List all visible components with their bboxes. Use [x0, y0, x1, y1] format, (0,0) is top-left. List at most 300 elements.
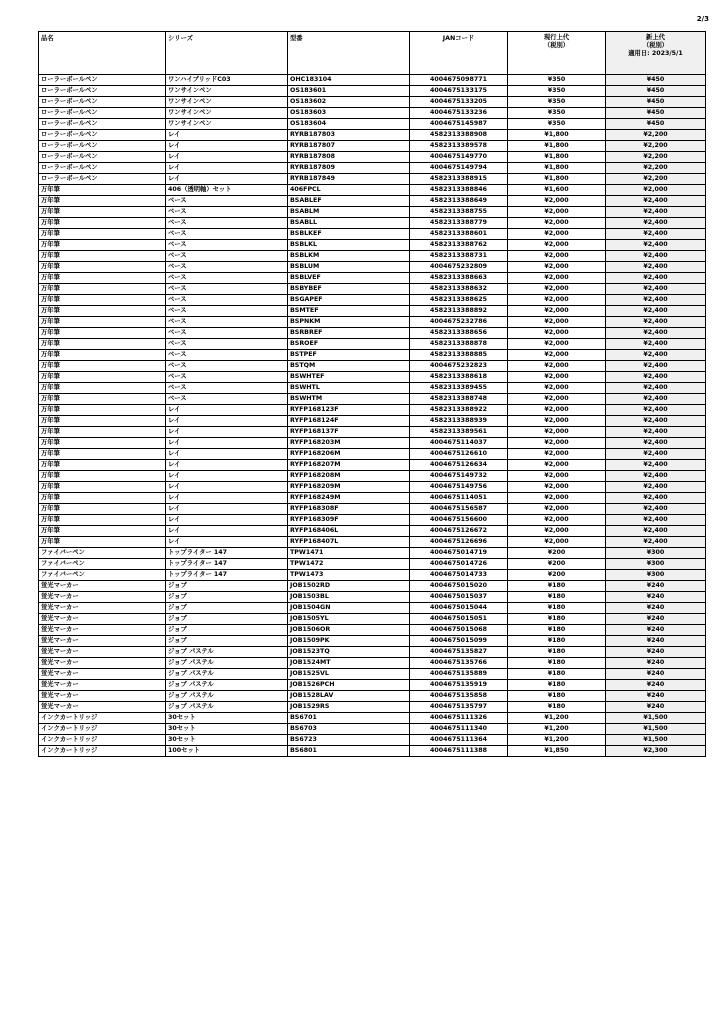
cell-current-price: ¥2,000: [508, 471, 606, 482]
cell-model: RYFP168249M: [288, 493, 410, 504]
cell-series: ベース: [166, 350, 288, 361]
page-number: 2/3: [696, 15, 709, 23]
cell-new-price: ¥2,400: [606, 262, 706, 273]
cell-product: 蛍光マーカー: [39, 592, 166, 603]
cell-product: 万年筆: [39, 460, 166, 471]
cell-new-price: ¥240: [606, 669, 706, 680]
table-body: [39, 75, 706, 757]
cell-series: 100セット: [166, 746, 288, 757]
cell-jan: 4582313388601: [410, 229, 508, 240]
cell-model: OS183603: [288, 108, 410, 119]
table-row: [39, 548, 706, 559]
cell-jan: 4004675015099: [410, 636, 508, 647]
table-row: [39, 405, 706, 416]
cell-model: BSGAPEF: [288, 295, 410, 306]
cell-series: レイ: [166, 141, 288, 152]
cell-product: 蛍光マーカー: [39, 581, 166, 592]
cell-new-price: ¥2,400: [606, 405, 706, 416]
cell-jan: 4004675156587: [410, 504, 508, 515]
cell-model: BSBLKEF: [288, 229, 410, 240]
cell-current-price: ¥2,000: [508, 526, 606, 537]
cell-product: ファイバーペン: [39, 570, 166, 581]
cell-model: OS183601: [288, 86, 410, 97]
table-row: [39, 75, 706, 86]
cell-jan: 4582313389455: [410, 383, 508, 394]
cell-product: 万年筆: [39, 504, 166, 515]
cell-current-price: ¥180: [508, 592, 606, 603]
cell-product: 万年筆: [39, 405, 166, 416]
cell-jan: 4004675098771: [410, 75, 508, 86]
cell-series: レイ: [166, 515, 288, 526]
cell-new-price: ¥2,400: [606, 383, 706, 394]
cell-new-price: ¥2,400: [606, 350, 706, 361]
table-row: [39, 702, 706, 713]
cell-current-price: ¥2,000: [508, 372, 606, 383]
cell-product: ローラーボールペン: [39, 141, 166, 152]
cell-jan: 4004675114037: [410, 438, 508, 449]
cell-model: JOB1509PK: [288, 636, 410, 647]
cell-series: レイ: [166, 526, 288, 537]
cell-current-price: ¥180: [508, 669, 606, 680]
header-current-price-line1: 現行上代: [543, 34, 570, 41]
cell-current-price: ¥180: [508, 603, 606, 614]
table-row: [39, 724, 706, 735]
cell-current-price: ¥2,000: [508, 262, 606, 273]
cell-product: 蛍光マーカー: [39, 614, 166, 625]
cell-model: BSRBREF: [288, 328, 410, 339]
cell-current-price: ¥200: [508, 548, 606, 559]
table-row: [39, 218, 706, 229]
cell-new-price: ¥2,200: [606, 174, 706, 185]
cell-product: 万年筆: [39, 493, 166, 504]
cell-model: OS183604: [288, 119, 410, 130]
table-row: [39, 152, 706, 163]
cell-model: RYFP168137F: [288, 427, 410, 438]
cell-jan: 4004675111340: [410, 724, 508, 735]
cell-current-price: ¥350: [508, 119, 606, 130]
cell-product: 万年筆: [39, 240, 166, 251]
cell-product: 万年筆: [39, 482, 166, 493]
cell-product: 万年筆: [39, 251, 166, 262]
cell-current-price: ¥2,000: [508, 350, 606, 361]
table-row: [39, 449, 706, 460]
cell-series: レイ: [166, 152, 288, 163]
table-row: [39, 735, 706, 746]
cell-series: ベース: [166, 306, 288, 317]
cell-current-price: ¥2,000: [508, 240, 606, 251]
table-row: [39, 185, 706, 196]
cell-current-price: ¥1,800: [508, 174, 606, 185]
table-row: [39, 339, 706, 350]
cell-series: ジョブ パステル: [166, 669, 288, 680]
cell-new-price: ¥2,400: [606, 251, 706, 262]
cell-product: 万年筆: [39, 515, 166, 526]
cell-new-price: ¥2,400: [606, 427, 706, 438]
table-row: [39, 471, 706, 482]
cell-current-price: ¥1,850: [508, 746, 606, 757]
cell-product: インクカートリッジ: [39, 735, 166, 746]
cell-series: ベース: [166, 394, 288, 405]
cell-new-price: ¥240: [606, 691, 706, 702]
cell-model: BSROEF: [288, 339, 410, 350]
cell-current-price: ¥180: [508, 658, 606, 669]
table-row: [39, 295, 706, 306]
table-row: [39, 350, 706, 361]
cell-model: RYFP168407L: [288, 537, 410, 548]
cell-current-price: ¥1,200: [508, 724, 606, 735]
cell-current-price: ¥2,000: [508, 460, 606, 471]
cell-model: BSBLKM: [288, 251, 410, 262]
cell-series: レイ: [166, 438, 288, 449]
cell-new-price: ¥2,400: [606, 207, 706, 218]
table-row: [39, 559, 706, 570]
cell-series: トップライター 147: [166, 570, 288, 581]
cell-new-price: ¥2,400: [606, 284, 706, 295]
cell-current-price: ¥2,000: [508, 515, 606, 526]
cell-current-price: ¥180: [508, 614, 606, 625]
cell-current-price: ¥2,000: [508, 383, 606, 394]
cell-jan: 4004675126672: [410, 526, 508, 537]
cell-new-price: ¥240: [606, 614, 706, 625]
cell-new-price: ¥2,400: [606, 460, 706, 471]
cell-new-price: ¥2,400: [606, 438, 706, 449]
table-row: [39, 383, 706, 394]
cell-new-price: ¥240: [606, 680, 706, 691]
cell-series: レイ: [166, 163, 288, 174]
cell-new-price: ¥240: [606, 603, 706, 614]
header-new-price-line1: 新上代: [646, 34, 665, 41]
cell-current-price: ¥180: [508, 702, 606, 713]
cell-product: ローラーボールペン: [39, 119, 166, 130]
cell-current-price: ¥2,000: [508, 284, 606, 295]
price-table: [38, 31, 706, 757]
cell-product: 蛍光マーカー: [39, 691, 166, 702]
cell-model: JOB1506OR: [288, 625, 410, 636]
cell-current-price: ¥2,000: [508, 339, 606, 350]
header-model: 型番: [288, 32, 410, 75]
cell-model: BSABLL: [288, 218, 410, 229]
cell-current-price: ¥2,000: [508, 317, 606, 328]
table-row: [39, 581, 706, 592]
table-row: [39, 372, 706, 383]
cell-product: ファイバーペン: [39, 559, 166, 570]
cell-current-price: ¥2,000: [508, 493, 606, 504]
table-row: [39, 515, 706, 526]
cell-jan: 4004675111326: [410, 713, 508, 724]
cell-new-price: ¥2,400: [606, 537, 706, 548]
cell-model: 406FPCL: [288, 185, 410, 196]
cell-new-price: ¥2,400: [606, 471, 706, 482]
table-row: [39, 163, 706, 174]
table-row: [39, 174, 706, 185]
cell-new-price: ¥2,400: [606, 218, 706, 229]
cell-model: RYFP168208M: [288, 471, 410, 482]
cell-model: BSTQM: [288, 361, 410, 372]
cell-series: ジョブ: [166, 603, 288, 614]
cell-model: BSBLKL: [288, 240, 410, 251]
cell-series: ジョブ: [166, 614, 288, 625]
header-new-price-line3: 適用日: 2023/5/1: [628, 50, 683, 57]
cell-product: 万年筆: [39, 372, 166, 383]
cell-jan: 4582313388908: [410, 130, 508, 141]
cell-new-price: ¥2,400: [606, 416, 706, 427]
cell-new-price: ¥2,200: [606, 152, 706, 163]
cell-current-price: ¥200: [508, 559, 606, 570]
cell-new-price: ¥450: [606, 75, 706, 86]
cell-jan: 4582313388663: [410, 273, 508, 284]
cell-new-price: ¥2,400: [606, 515, 706, 526]
cell-current-price: ¥2,000: [508, 449, 606, 460]
table-row: [39, 108, 706, 119]
table-row: [39, 746, 706, 757]
cell-product: ローラーボールペン: [39, 75, 166, 86]
cell-series: レイ: [166, 174, 288, 185]
cell-product: 万年筆: [39, 317, 166, 328]
table-row: [39, 273, 706, 284]
cell-product: 万年筆: [39, 416, 166, 427]
cell-series: ジョブ パステル: [166, 691, 288, 702]
table-row: [39, 130, 706, 141]
cell-product: 蛍光マーカー: [39, 669, 166, 680]
cell-new-price: ¥2,400: [606, 372, 706, 383]
cell-series: ワンサインペン: [166, 108, 288, 119]
table-row: [39, 647, 706, 658]
cell-current-price: ¥350: [508, 108, 606, 119]
cell-current-price: ¥1,800: [508, 141, 606, 152]
cell-series: ジョブ: [166, 581, 288, 592]
cell-product: 万年筆: [39, 361, 166, 372]
cell-jan: 4004675149732: [410, 471, 508, 482]
cell-jan: 4582313388755: [410, 207, 508, 218]
cell-model: TPW1473: [288, 570, 410, 581]
cell-current-price: ¥2,000: [508, 482, 606, 493]
cell-product: 万年筆: [39, 383, 166, 394]
cell-model: JOB1503BL: [288, 592, 410, 603]
cell-current-price: ¥1,800: [508, 163, 606, 174]
cell-new-price: ¥2,400: [606, 328, 706, 339]
table-row: [39, 438, 706, 449]
cell-model: RYFP168209M: [288, 482, 410, 493]
cell-current-price: ¥1,200: [508, 713, 606, 724]
cell-model: JOB1526PCH: [288, 680, 410, 691]
cell-model: BSPNKM: [288, 317, 410, 328]
table-row: [39, 460, 706, 471]
cell-series: レイ: [166, 130, 288, 141]
cell-jan: 4582313388762: [410, 240, 508, 251]
cell-series: ベース: [166, 218, 288, 229]
cell-model: JOB1523TQ: [288, 647, 410, 658]
cell-current-price: ¥2,000: [508, 295, 606, 306]
cell-new-price: ¥2,400: [606, 306, 706, 317]
cell-product: 蛍光マーカー: [39, 636, 166, 647]
cell-jan: 4582313388915: [410, 174, 508, 185]
cell-current-price: ¥2,000: [508, 218, 606, 229]
table-row: [39, 119, 706, 130]
table-row: [39, 669, 706, 680]
cell-product: 万年筆: [39, 229, 166, 240]
cell-jan: 4004675149770: [410, 152, 508, 163]
header-jan: JANコード: [410, 32, 508, 75]
cell-product: 万年筆: [39, 526, 166, 537]
cell-product: 万年筆: [39, 328, 166, 339]
cell-jan: 4004675135919: [410, 680, 508, 691]
cell-product: 蛍光マーカー: [39, 603, 166, 614]
table-row: [39, 526, 706, 537]
cell-model: BSWHTL: [288, 383, 410, 394]
cell-jan: 4004675114051: [410, 493, 508, 504]
cell-product: インクカートリッジ: [39, 746, 166, 757]
cell-series: ジョブ パステル: [166, 702, 288, 713]
cell-jan: 4582313388748: [410, 394, 508, 405]
cell-product: 蛍光マーカー: [39, 647, 166, 658]
cell-new-price: ¥2,400: [606, 449, 706, 460]
cell-new-price: ¥2,400: [606, 526, 706, 537]
cell-jan: 4004675156600: [410, 515, 508, 526]
cell-new-price: ¥450: [606, 108, 706, 119]
cell-new-price: ¥240: [606, 625, 706, 636]
cell-series: ワンサインペン: [166, 86, 288, 97]
cell-new-price: ¥1,500: [606, 724, 706, 735]
cell-model: RYFP168207M: [288, 460, 410, 471]
cell-model: JOB1504GN: [288, 603, 410, 614]
cell-product: 万年筆: [39, 394, 166, 405]
cell-series: 30セット: [166, 713, 288, 724]
cell-new-price: ¥2,300: [606, 746, 706, 757]
cell-product: 万年筆: [39, 350, 166, 361]
cell-jan: 4004675135858: [410, 691, 508, 702]
cell-current-price: ¥2,000: [508, 196, 606, 207]
cell-product: 蛍光マーカー: [39, 625, 166, 636]
cell-product: ローラーボールペン: [39, 174, 166, 185]
cell-model: BS6703: [288, 724, 410, 735]
cell-model: RYRB187849: [288, 174, 410, 185]
cell-model: BS6701: [288, 713, 410, 724]
cell-new-price: ¥2,400: [606, 361, 706, 372]
cell-new-price: ¥240: [606, 636, 706, 647]
cell-new-price: ¥2,000: [606, 185, 706, 196]
cell-product: ローラーボールペン: [39, 108, 166, 119]
cell-jan: 4004675232786: [410, 317, 508, 328]
cell-jan: 4004675111388: [410, 746, 508, 757]
cell-new-price: ¥240: [606, 581, 706, 592]
cell-jan: 4004675126610: [410, 449, 508, 460]
cell-series: ジョブ パステル: [166, 680, 288, 691]
table-header-row: [39, 32, 706, 75]
cell-product: ローラーボールペン: [39, 130, 166, 141]
cell-new-price: ¥240: [606, 658, 706, 669]
cell-product: 万年筆: [39, 339, 166, 350]
cell-new-price: ¥450: [606, 97, 706, 108]
cell-series: トップライター 147: [166, 559, 288, 570]
cell-new-price: ¥300: [606, 548, 706, 559]
cell-model: RYRB187808: [288, 152, 410, 163]
cell-current-price: ¥350: [508, 97, 606, 108]
cell-series: ジョブ: [166, 592, 288, 603]
cell-jan: 4004675135797: [410, 702, 508, 713]
cell-series: ワンサインペン: [166, 97, 288, 108]
cell-model: JOB1524MT: [288, 658, 410, 669]
cell-current-price: ¥2,000: [508, 306, 606, 317]
cell-new-price: ¥240: [606, 702, 706, 713]
cell-model: RYRB187807: [288, 141, 410, 152]
cell-current-price: ¥350: [508, 75, 606, 86]
cell-product: 万年筆: [39, 295, 166, 306]
cell-jan: 4004675232823: [410, 361, 508, 372]
cell-model: JOB1525VL: [288, 669, 410, 680]
table-row: [39, 603, 706, 614]
cell-series: ベース: [166, 317, 288, 328]
table-row: [39, 427, 706, 438]
cell-current-price: ¥180: [508, 680, 606, 691]
cell-new-price: ¥450: [606, 119, 706, 130]
cell-new-price: ¥2,400: [606, 317, 706, 328]
cell-product: 蛍光マーカー: [39, 680, 166, 691]
cell-jan: 4004675149756: [410, 482, 508, 493]
header-current-price: [508, 32, 606, 75]
table-row: [39, 141, 706, 152]
cell-product: 万年筆: [39, 273, 166, 284]
cell-jan: 4004675149794: [410, 163, 508, 174]
cell-current-price: ¥2,000: [508, 207, 606, 218]
table-row: [39, 240, 706, 251]
cell-product: 万年筆: [39, 537, 166, 548]
cell-jan: 4582313388625: [410, 295, 508, 306]
cell-product: ファイバーペン: [39, 548, 166, 559]
cell-model: BSABLM: [288, 207, 410, 218]
cell-new-price: ¥2,200: [606, 163, 706, 174]
table-row: [39, 482, 706, 493]
cell-series: ベース: [166, 273, 288, 284]
cell-current-price: ¥2,000: [508, 416, 606, 427]
cell-jan: 4004675133205: [410, 97, 508, 108]
cell-series: ベース: [166, 295, 288, 306]
cell-new-price: ¥2,400: [606, 240, 706, 251]
cell-model: BSBLUM: [288, 262, 410, 273]
cell-series: レイ: [166, 405, 288, 416]
cell-jan: 4582313388885: [410, 350, 508, 361]
cell-current-price: ¥200: [508, 570, 606, 581]
table-row: [39, 691, 706, 702]
cell-new-price: ¥2,200: [606, 141, 706, 152]
cell-series: ベース: [166, 372, 288, 383]
cell-model: JOB1502RD: [288, 581, 410, 592]
cell-jan: 4582313388632: [410, 284, 508, 295]
cell-model: BSBLVEF: [288, 273, 410, 284]
cell-series: 30セット: [166, 735, 288, 746]
table-row: [39, 416, 706, 427]
cell-current-price: ¥2,000: [508, 328, 606, 339]
table-row: [39, 306, 706, 317]
cell-model: OHC183104: [288, 75, 410, 86]
cell-product: ローラーボールペン: [39, 86, 166, 97]
cell-model: BS6801: [288, 746, 410, 757]
cell-series: ワンサインペン: [166, 119, 288, 130]
cell-jan: 4582313388846: [410, 185, 508, 196]
cell-model: RYFP168203M: [288, 438, 410, 449]
cell-series: 30セット: [166, 724, 288, 735]
cell-model: BSMTEF: [288, 306, 410, 317]
header-new-price-line2: （税別）: [642, 42, 669, 49]
cell-series: レイ: [166, 471, 288, 482]
cell-current-price: ¥180: [508, 625, 606, 636]
cell-current-price: ¥180: [508, 647, 606, 658]
cell-series: ベース: [166, 251, 288, 262]
table-row: [39, 680, 706, 691]
cell-series: ベース: [166, 361, 288, 372]
cell-product: 万年筆: [39, 218, 166, 229]
table-row: [39, 207, 706, 218]
header-new-price: [606, 32, 706, 75]
